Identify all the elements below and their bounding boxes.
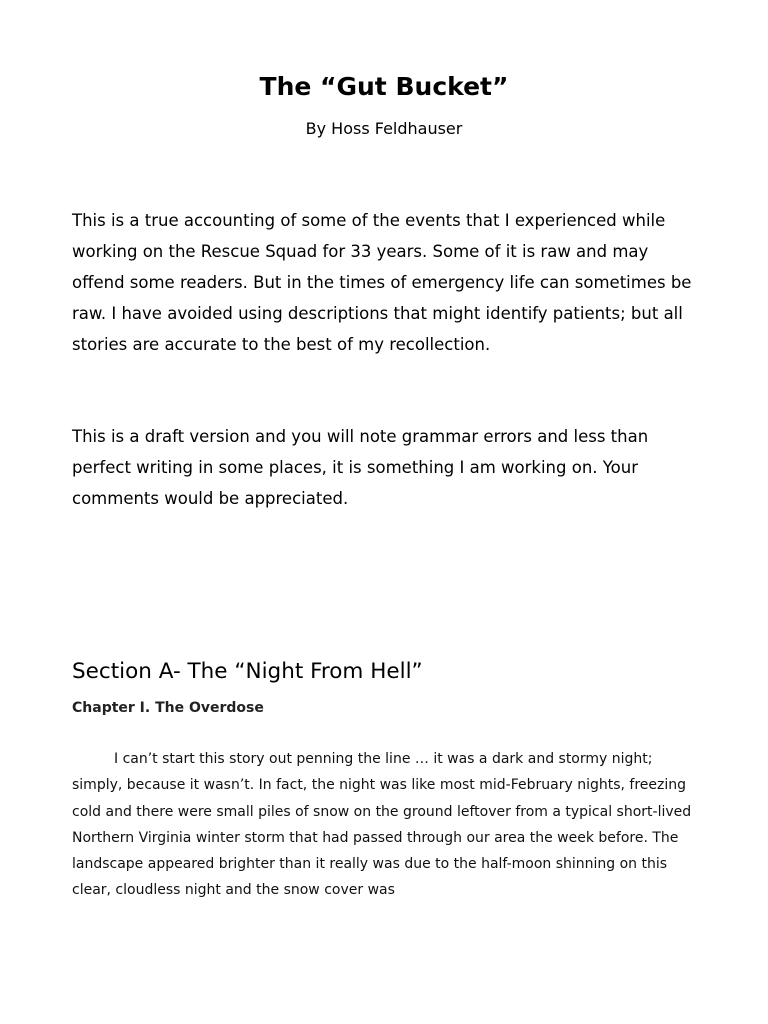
intro-paragraph: This is a true accounting of some of the events that I experienced while working on the Rescue Squad for 33 years. Some of it is raw and may offend some readers. But in the times of emergency life can sometimes be raw. I have avoided using descriptions that might identify patients; but all stories are accurate to the best of my recollection.: [72, 211, 692, 354]
document-title: The “Gut Bucket”: [259, 72, 509, 101]
story-paragraph: I can’t start this story out penning the line … it was a dark and stormy night; simply, because it wasn’t. In fact, the night was like most mid-February nights, freezing cold and there were small piles of snow on the ground leftover from a typical short-lived Northern Virginia winter storm that had passed through our area the week before. The landscape appeared brighter than it really was due to the half-moon shinning on this clear, cloudless night and the snow cover was: [72, 751, 692, 899]
intro-paragraph: This is a draft version and you will note grammar errors and less than perfect writing in some places, it is something I am working on. Your comments would be appreciated.: [72, 427, 649, 508]
author-byline: By Hoss Feldhauser: [305, 119, 463, 138]
section-heading: Section A- The “Night From Hell”: [72, 659, 423, 684]
chapter-heading: Chapter I. The Overdose: [72, 700, 264, 716]
